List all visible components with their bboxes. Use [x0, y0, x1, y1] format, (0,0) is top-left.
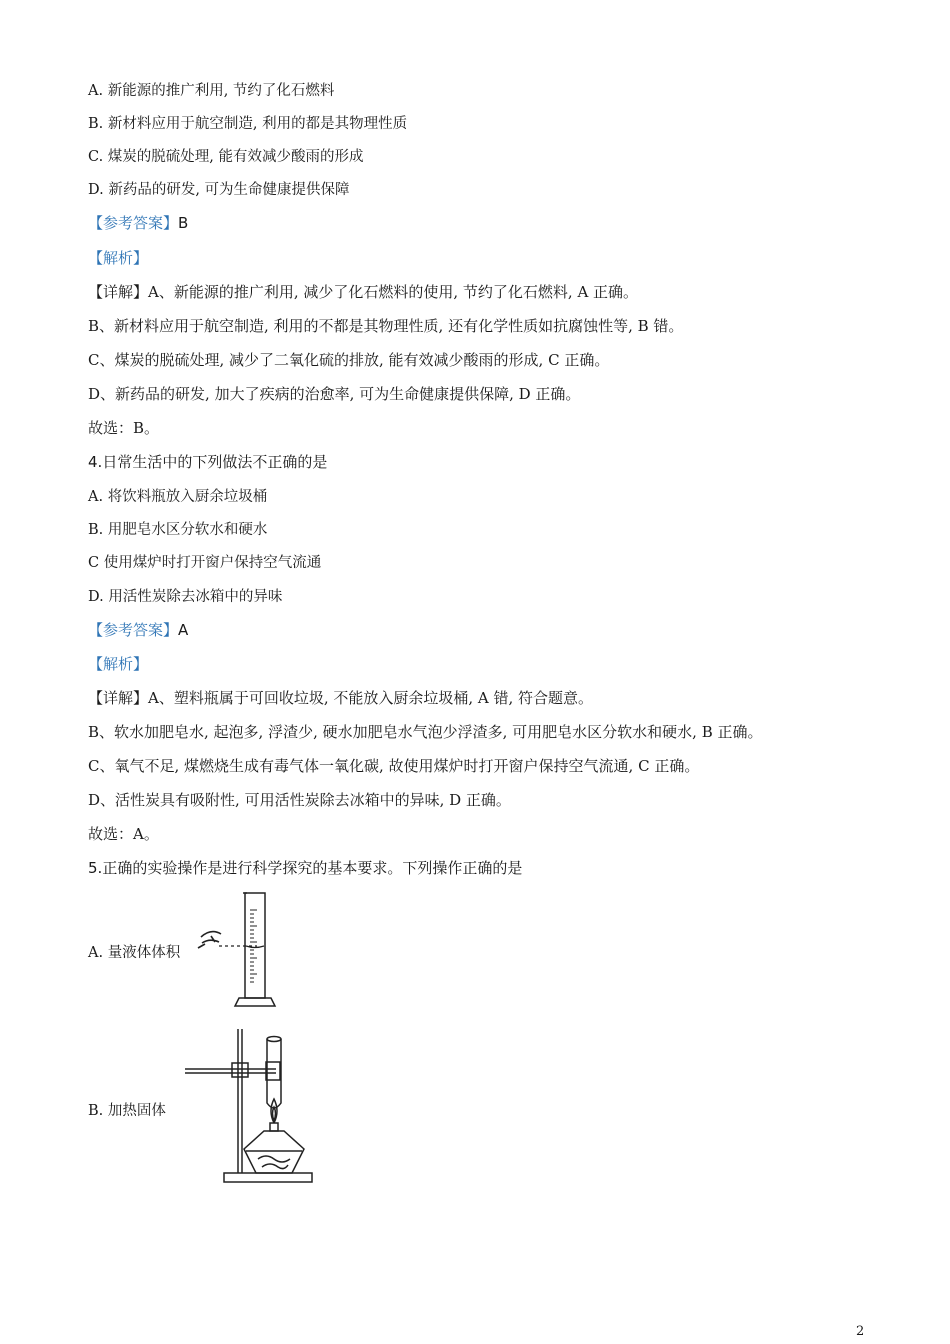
q4-detail-a: A、塑料瓶属于可回收垃圾, 不能放入厨余垃圾桶, A 错, 符合题意。 [148, 689, 594, 707]
q4-conclusion: 故选：A。 [88, 825, 159, 843]
q5-stem: 正确的实验操作是进行科学探究的基本要求。下列操作正确的是 [102, 859, 523, 877]
q3-conclusion: 故选：B。 [88, 419, 160, 437]
q4-stem: 日常生活中的下列做法不正确的是 [102, 453, 328, 471]
q3-analysis-tag: 【解析】 [88, 249, 149, 267]
q3-detail-c: C、煤炭的脱硫处理, 减少了二氧化硫的排放, 能有效减少酸雨的形成, C 正确。 [88, 351, 610, 369]
q4-detail-a-line [88, 688, 593, 708]
q3-option-c: C. 煤炭的脱硫处理, 能有效减少酸雨的形成 [88, 149, 364, 165]
q5-option-b: B. 加热固体 [88, 1103, 166, 1119]
q3-detail-a-line [88, 282, 638, 302]
page-number: 2 [856, 1324, 865, 1339]
q3-detail-b: B、新材料应用于航空制造, 利用的不都是其物理性质, 还有化学性质如抗腐蚀性等, B 错。 [88, 317, 684, 335]
q4-option-b: B. 用肥皂水区分软水和硬水 [88, 522, 268, 538]
q4-answer: A [178, 621, 189, 639]
q4-answer-tag: 【参考答案】 [88, 621, 179, 639]
q5-option-a: A. 量液体体积 [88, 945, 181, 961]
q4-number: 4. [88, 453, 103, 471]
q5-number: 5. [88, 859, 103, 877]
q4-detail-b: B、软水加肥皂水, 起泡多, 浮渣少, 硬水加肥皂水气泡少浮渣多, 可用肥皂水区分软水和硬水, B 正确。 [88, 723, 763, 741]
q3-detail-d: D、新药品的研发, 加大了疾病的治愈率, 可为生命健康提供保障, D 正确。 [88, 385, 581, 403]
q4-answer-line [88, 620, 188, 640]
q3-answer-line [88, 213, 188, 233]
q4-detail-c: C、氧气不足, 煤燃烧生成有毒气体一氧化碳, 故使用煤炉时打开窗户保持空气流通, C 正确。 [88, 757, 700, 775]
q3-option-d: D. 新药品的研发, 可为生命健康提供保障 [88, 182, 350, 198]
q4-detail-d: D、活性炭具有吸附性, 可用活性炭除去冰箱中的异味, D 正确。 [88, 791, 511, 809]
q4-option-a: A. 将饮料瓶放入厨余垃圾桶 [88, 489, 268, 505]
q3-option-b: B. 新材料应用于航空制造, 利用的都是其物理性质 [88, 116, 408, 132]
graduated-cylinder-illustration [195, 890, 295, 1012]
heating-solid-illustration [180, 1025, 330, 1190]
q3-detail-a: A、新能源的推广利用, 减少了化石燃料的使用, 节约了化石燃料, A 正确。 [148, 283, 639, 301]
q4-option-c: C 使用煤炉时打开窗户保持空气流通 [88, 555, 322, 571]
q3-detail-tag: 【详解】 [88, 283, 149, 301]
q4-analysis-tag: 【解析】 [88, 655, 149, 673]
q5-stem-line [88, 858, 522, 878]
q3-option-a: A. 新能源的推广利用, 节约了化石燃料 [88, 83, 335, 99]
q3-answer: B [178, 214, 189, 232]
q4-stem-line [88, 452, 327, 472]
q4-option-d: D. 用活性炭除去冰箱中的异味 [88, 589, 283, 605]
q4-detail-tag: 【详解】 [88, 689, 149, 707]
q3-answer-tag: 【参考答案】 [88, 214, 179, 232]
